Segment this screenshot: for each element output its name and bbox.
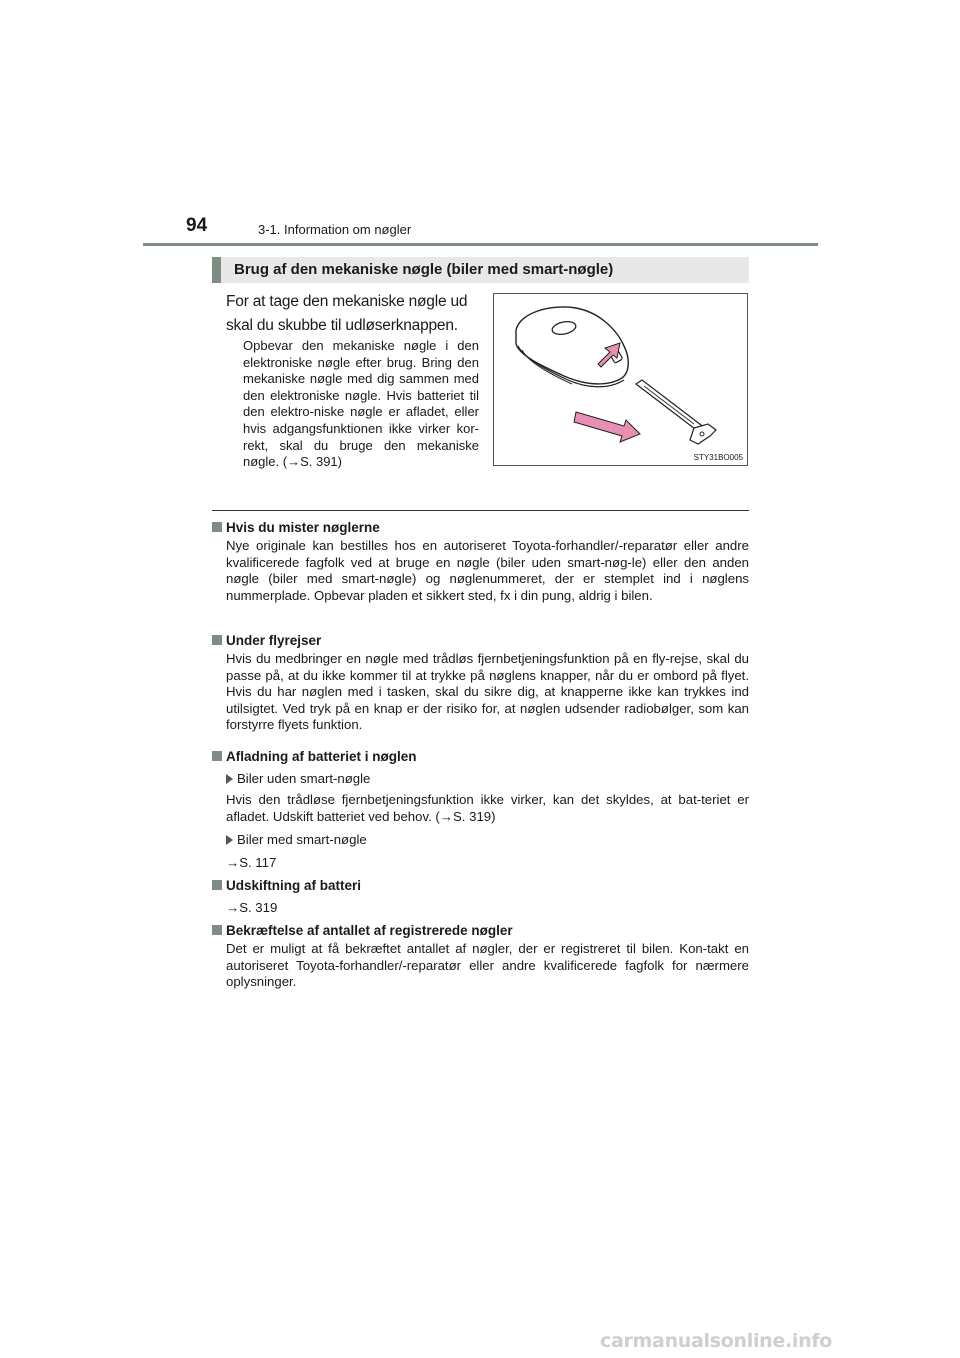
figure-code: STY31BO005 — [693, 453, 743, 462]
sub-item: Biler med smart-nøgle — [226, 831, 749, 848]
item-heading: Afladning af batteriet i nøglen — [212, 748, 749, 765]
page-number: 94 — [186, 215, 208, 236]
square-bullet-icon — [212, 925, 222, 935]
triangle-bullet-icon — [226, 835, 233, 845]
chapter-title: 3-1. Information om nøgler — [258, 222, 412, 237]
item-lost-keys — [212, 519, 749, 604]
page-reference: →S. 319 — [226, 900, 278, 915]
item-body: Hvis den trådløse fjernbetjeningsfunktion ikke virker, kan det skyldes, at bat-teriet er afladet. Udskift batteriet ved behov. (→S. 319) — [226, 792, 749, 824]
watermark: carmanualsonline.info — [600, 1330, 833, 1352]
item-body: Det er muligt at få bekræftet antallet af nøgler, der er registreret til bilen. Kon-takt en autoriseret Toyota-forhandler/-reparatør eller andre kvalificerede fagfolk for nærmere oplysninger. — [226, 941, 749, 990]
square-bullet-icon — [212, 635, 222, 645]
item-battery-depletion — [212, 748, 749, 871]
header-rule — [143, 243, 818, 246]
triangle-bullet-icon — [226, 774, 233, 784]
note-text: Opbevar den mekaniske nøgle i den elektroniske nøgle efter brug. Bring den mekaniske nøgle med dig sammen med den elektroniske nøgle. Hvis batteriet til den elektro-niske nøgle er afladet, eller hvis adgangsfunktionen ikke virker kor-rekt, skal du bruge den mekaniske nøgle. (→S. 391) — [243, 338, 479, 470]
item-heading: Hvis du mister nøglerne — [212, 519, 749, 536]
section-title: Brug af den mekaniske nøgle (biler med smart-nøgle) — [234, 261, 614, 278]
intro-text: For at tage den mekaniske nøgle ud skal du skubbe til udløserknappen. — [226, 293, 468, 334]
square-bullet-icon — [212, 880, 222, 890]
item-battery-replacement — [212, 877, 749, 916]
item-air-travel — [212, 632, 749, 734]
section-heading-bar — [212, 257, 749, 283]
section-divider — [212, 510, 749, 511]
key-illustration — [493, 293, 748, 466]
page-reference: →S. 117 — [226, 855, 277, 871]
square-bullet-icon — [212, 522, 222, 532]
key-drawing — [494, 294, 747, 465]
item-heading: Under flyrejser — [212, 632, 749, 649]
item-heading: Bekræftelse af antallet af registrerede nøgler — [212, 922, 749, 939]
item-heading: Udskiftning af batteri — [212, 877, 749, 894]
item-registered-keys — [212, 922, 749, 991]
square-bullet-icon — [212, 751, 222, 761]
item-body: Hvis du medbringer en nøgle med trådløs fjernbetjeningsfunktion på en fly-rejse, skal du passe på, at du ikke kommer til at trykke på nøglens knapper, når du er ombord på flyet. Hvis du har nøglen med i tasken, skal du sikre dig, at knapperne ikke kan trykkes ind utilsigtet. Ved tryk på en knap er der risiko for, at nøglen udsender radiobølger, som kan forstyrre flyets funktion. — [226, 651, 749, 733]
item-body: Nye originale kan bestilles hos en autoriseret Toyota-forhandler/-reparatør eller andre kvalificerede fagfolk ved at bruge en nøgle (biler uden smart-nøg-le) eller den anden nøgle (biler med smart-nøgle) og nøglenummeret, der er stemplet ind i nøglens nummerplade. Opbevar pladen et sikkert sted, fx i din pung, aldrig i bilen. — [226, 538, 749, 603]
sub-item: Biler uden smart-nøgle — [226, 770, 749, 787]
